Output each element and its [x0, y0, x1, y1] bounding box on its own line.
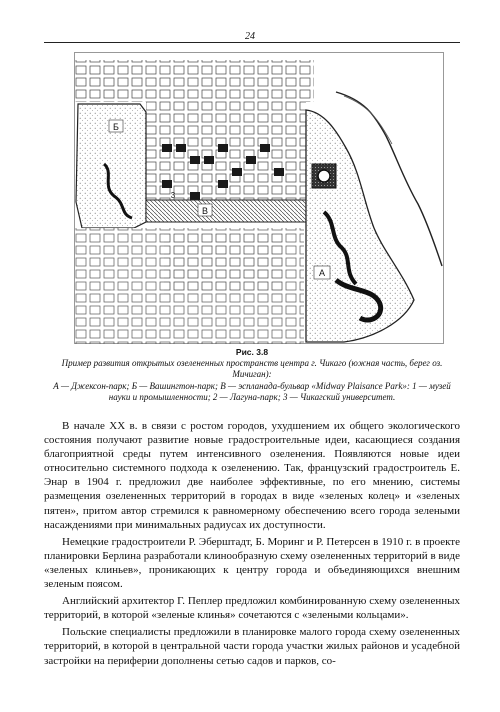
paragraph-3: Английский архитектор Г. Пеплер предложил комбинированную схему озелененных территорий, в которой «зеленые клинья» сочетаются с «зелеными кольцами».	[44, 595, 460, 622]
figure-caption	[44, 347, 460, 403]
map-label-3: 3	[170, 191, 176, 200]
top-blocks	[74, 60, 314, 102]
map-label-b: Б	[113, 122, 119, 132]
map-drawing	[74, 52, 444, 344]
map-label-a: А	[318, 268, 326, 278]
figure-legend: А — Джексон-парк; Б — Вашингтон-парк; В — эспланада-бульвар «Midway Plaisance Park»: 1 — музей науки и промышленности; 2 — Лагуна-парк; 3 — Чикагский университет.	[53, 380, 451, 402]
map-label-2: 2	[330, 223, 334, 230]
figure-label: Рис. 3.8	[235, 347, 269, 357]
paragraph-2: Немецкие градостроители Р. Эберштадт, Б. Моринг и Р. Петерсен в 1910 г. в проекте планировки Берлина разработали клинообразную схему озелененных территорий в виде «зеленых клиньев», проникающих к центру города и объединяющихся внешним зеленым поясом.	[44, 535, 460, 591]
page-number: 24	[245, 31, 255, 42]
body-text	[44, 419, 460, 668]
midway-plaisance	[146, 200, 306, 222]
map-label-1: 1	[316, 175, 320, 182]
map-label-v: В	[201, 206, 209, 216]
header-rule	[44, 42, 460, 43]
figure-title: Пример развития открытых озелененных пространств центра г. Чикаго (южная часть, берег оз. Мичиган):	[61, 358, 443, 380]
chicago-map-figure	[74, 52, 444, 344]
paragraph-4: Польские специалисты предложили в планировке малого города схему озелененных территорий, в которой в центральной части города участки жилых районов и усадебной застройки на периферии дополнены сетью садов и парков, со-	[44, 626, 460, 667]
paragraph-1: В начале XX в. в связи с ростом городов, ухудшением их общего экологического состояния получают развитие новые градостроительные идеи, касающиеся создания благоприятной среды путем интенсивного озеленения. Появляются новые идеи относительно системного подхода к озеленению. Так, французский градостроитель Е. Энар в 1904 г. предложил две наиболее эффективные, по его мнению, системы размещения озелененных территорий в городах в виде «зеленых колец» и «зеленых пятен», притом автор стремился к равномерному обеспечению всего города зелеными насаждениями при минимальных радиусах их доступности.	[44, 420, 460, 531]
